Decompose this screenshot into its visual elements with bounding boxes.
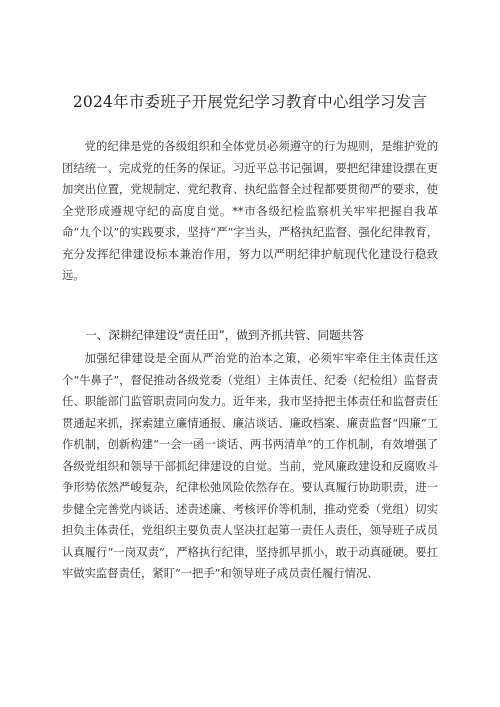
intro-paragraph: 党的纪律是党的各级组织和全体党员必须遵守的行为规则，是维护党的团结统一、完成党的任务的保证。习近平总书记强调，要把纪律建设摆在更加突出位置，党规制定、党纪教育、执纪监督全过程都要贯彻严的要求，使全党形成遵规守纪的高度自觉。**市各级纪检监察机关牢牢把握自我革命“九个以”的实践要求，坚持“严”字当头，严格执纪监督、强化纪律教育，充分发挥纪律建设标本兼治作用，努力以严明纪律护航现代化建设行稳致远。 — [62, 140, 438, 282]
section-heading: 一、深耕纪律建设“责任田”，做到齐抓共管、同题共答 — [85, 328, 364, 342]
document-title: 2024年市委班子开展党纪学习教育中心组学习发言 — [72, 93, 428, 111]
section-paragraph: 加强纪律建设是全面从严治党的治本之策，必须牢牢牵住主体责任这个“牛鼻子”，督促推动各级党委（党组）主体责任、纪委（纪检组）监督责任、职能部门监管职责同向发力。近年来，我市坚持把主体责任和监督责任贯通起来抓，探索建立廉情通报、廉洁谈话、廉政档案、廉责监督“四廉”工作机制，创新构建“一会一函一谈话、两书两清单”的工作机制，有效增强了各级党组织和领导干部抓纪律建设的自觉。当前，党风廉政建设和反腐败斗争形势依然严峻复杂，纪律松弛风险依然存在。要认真履行协助职责，进一步健全完善党内谈话、述责述廉、考核评价等机制，推动党委（党组）切实担负主体责任，党组织主要负责人坚决扛起第一责任人责任，领导班子成员认真履行“一岗双责”，严格执行纪律，坚持抓早抓小，敢于动真碰硬。要扛牢做实监督责任，紧盯“一把手”和领导班子成员责任履行情况、 — [62, 352, 438, 580]
